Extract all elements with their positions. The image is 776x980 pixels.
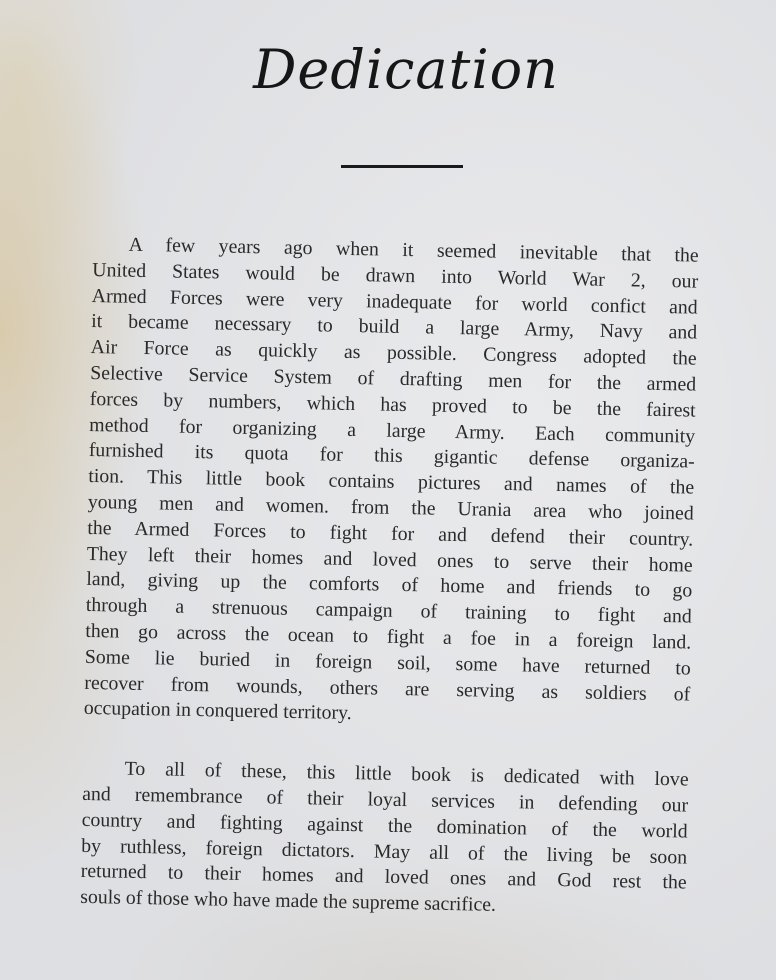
text-line: United States would be drawn into World War 2, our [92, 258, 699, 293]
text-line: land, giving up the comforts of home and friends to go [86, 568, 693, 602]
text-line: the Armed Forces to fight for and defend their country. [87, 516, 694, 551]
text-line: returned to their homes and loved ones and God rest the [80, 860, 687, 894]
text-line: young men and women. from the Urania area who joined [87, 490, 694, 525]
paragraph-1 [84, 232, 699, 734]
title-divider [341, 165, 463, 168]
text-line: They left their homes and loved ones to serve their home [86, 542, 693, 577]
text-line: Selective Service System of drafting men for the armed [90, 361, 697, 396]
text-line: Some lie buried in foreign soil, some have returned to [84, 645, 691, 680]
text-line: and remembrance of their loyal services in defending our [82, 782, 689, 817]
text-line: country and fighting against the domination of the world [81, 808, 688, 843]
text-line: forces by numbers, which has proved to be the fairest [89, 387, 696, 422]
text-line: by ruthless, foreign dictators. May all of the living be soon [81, 834, 688, 869]
dedication-body [80, 232, 699, 922]
text-line: through a strenuous campaign of training to fight and [85, 594, 692, 628]
text-line: method for organizing a large Army. Each community [89, 413, 696, 448]
text-line: A few years ago when it seemed inevitable that the [128, 233, 699, 267]
page-title: Dedication [253, 38, 559, 101]
paragraph-2 [80, 756, 689, 922]
text-line: it became necessary to build a large Army, Navy and [91, 310, 698, 345]
text-line: then go across the ocean to fight a foe in a foreign land. [85, 619, 692, 654]
text-line: tion. This little book contains pictures and names of the [88, 465, 695, 499]
text-line: recover from wounds, others are serving as soldiers of [84, 671, 691, 706]
text-line: souls of those who have made the supreme sacrifice. [80, 886, 497, 916]
text-line: Air Force as quickly as possible. Congress adopted the [90, 336, 697, 370]
text-line: occupation in conquered territory. [83, 697, 352, 725]
text-line: furnished its quota for this gigantic defense organiza- [88, 439, 695, 473]
text-line: To all of these, this little book is dedicated with love [124, 757, 689, 791]
text-line: Armed Forces were very inadequate for world confict and [91, 284, 698, 319]
